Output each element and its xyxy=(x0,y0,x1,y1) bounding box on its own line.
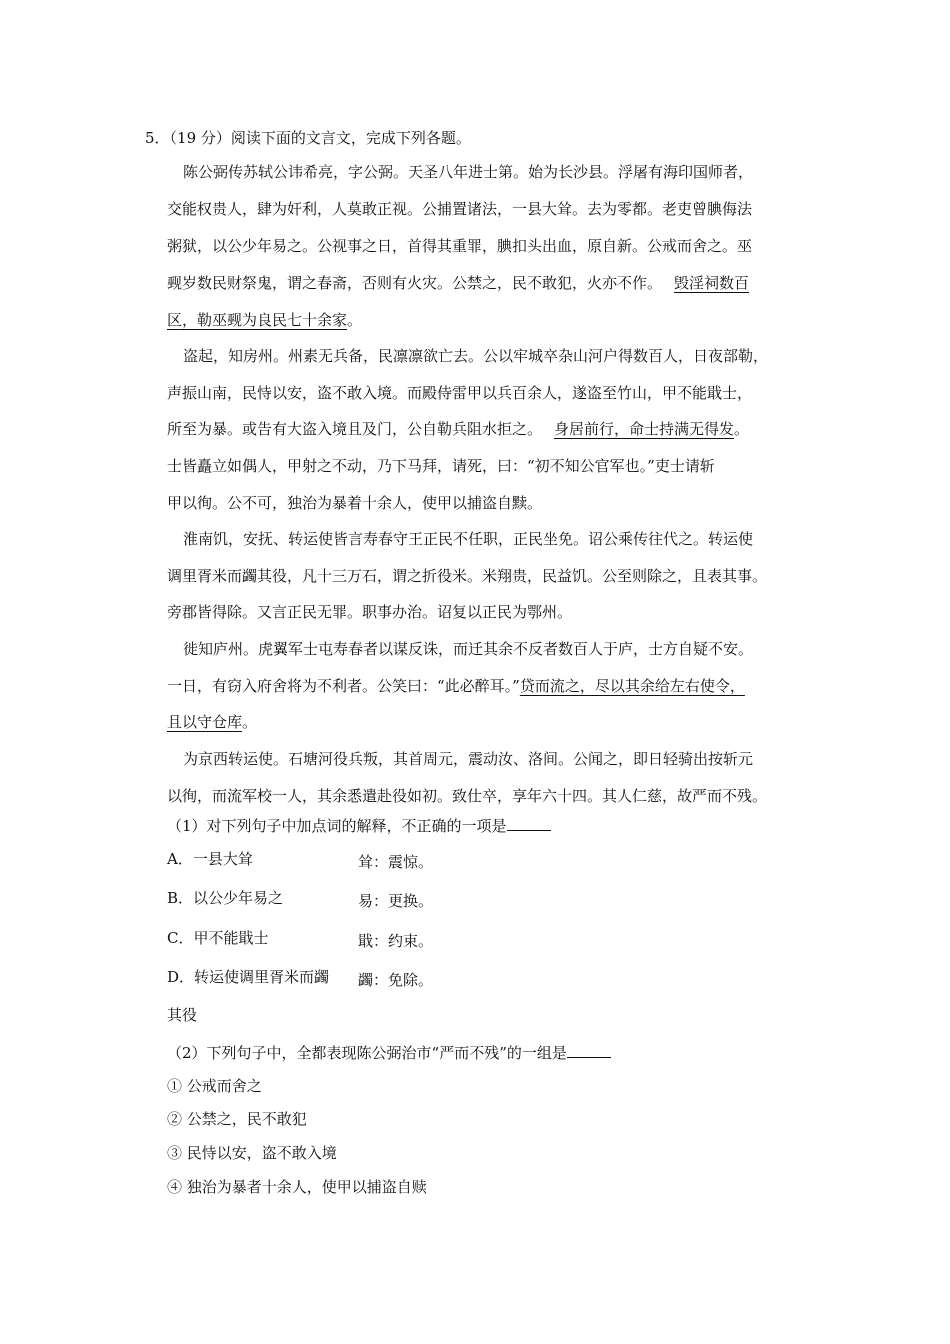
passage-p2-line-1: 盗起，知房州。州素无兵备，民凛凛欲亡去。公以牢城卒杂山河户得数百人，日夜部勒， xyxy=(183,347,769,365)
passage-p1-line-4 xyxy=(167,273,749,293)
passage-p2-line-3: 所至为暴。或告有大盗入境且及门，公自勒兵阻水拒之。 身居前行，命士持满无得发。 xyxy=(167,420,750,438)
list-item: ④ 独治为暴者十余人，使甲以捕盗自赎 xyxy=(167,1178,427,1196)
answer-blank-1[interactable] xyxy=(507,816,551,831)
list-item: ② 公禁之，民不敢犯 xyxy=(167,1110,307,1128)
option-d-label[interactable]: D．转运使调里胥米而蠲 xyxy=(167,968,330,986)
passage-p5-line-1: 为京西转运使。石塘河役兵叛，其首周元，震动汝、洛间。公闻之，即日轻骑出按斩元 xyxy=(183,750,754,768)
underlined-sentence-2: 身居前行，命士持满无得发 xyxy=(554,420,735,438)
underlined-sentence-3a: 贷而流之，尽以其余给左右使令， xyxy=(519,677,745,695)
question-header: 5．（19 分）阅读下面的文言文，完成下列各题。 xyxy=(145,129,471,147)
option-a-label[interactable]: A．一县大耸 xyxy=(167,850,253,868)
sub-question-2-stem: （2）下列句子中，全都表现陈公弼治市“严而不残”的一组是 xyxy=(167,1043,611,1063)
underlined-sentence-1b: 区，勒巫觋为良民七十余家 xyxy=(167,311,348,329)
list-item: ① 公戒而舍之 xyxy=(167,1077,262,1095)
option-d-gloss: 蠲：免除。 xyxy=(358,971,434,989)
passage-p4-line-2: 一日，有窃入府舍将为不利者。公笑曰：“此必醉耳。”贷而流之，尽以其余给左右使令， xyxy=(167,677,745,695)
passage-p1-line-5: 区，勒巫觋为良民七十余家。 xyxy=(167,311,363,329)
passage-p1-line-1: 陈公弼传苏轼公讳希亮，字公弼。天圣八年进士第。始为长沙县。浮屠有海印国师者， xyxy=(183,163,754,181)
passage-p3-line-1: 淮南饥，安抚、转运使皆言寿春守王正民不任职，正民坐免。诏公乘传往代之。转运使 xyxy=(183,530,754,548)
option-b-label[interactable]: B．以公少年易之 xyxy=(167,889,284,907)
option-c-gloss: 戢：约束。 xyxy=(358,932,434,950)
passage-p2-line-5: 甲以徇。公不可，独治为暴着十余人，使甲以捕盗自黩。 xyxy=(167,494,543,512)
underlined-sentence-1a: 毁淫祠数百 xyxy=(674,274,750,292)
passage-p1-line-2: 交能权贵人，肆为奸利，人莫敢正视。公捕置诸法，一县大耸。去为零都。老吏曾腆侮法 xyxy=(167,200,753,218)
underlined-sentence-3b: 且以守仓库 xyxy=(167,713,243,731)
answer-blank-2[interactable] xyxy=(567,1043,611,1058)
sub-question-1-stem: （1）对下列句子中加点词的解释，不正确的一项是 xyxy=(167,816,551,836)
list-item: ③ 民恃以安，盗不敢入境 xyxy=(167,1144,337,1162)
passage-p3-line-3: 旁郡皆得除。又言正民无罪。职事办治。诏复以正民为鄂州。 xyxy=(167,603,573,621)
option-c-label[interactable]: C．甲不能戢士 xyxy=(167,929,269,947)
passage-p4-line-1: 徙知庐州。虎翼军士屯寿春者以谋反诛，而迁其余不反者数百人于庐，士方自疑不安。 xyxy=(183,640,754,658)
passage-p1-line-3: 粥狱，以公少年易之。公视事之日，首得其重罪，腆扣头出血，原自新。公戒而舍之。巫 xyxy=(167,237,753,255)
passage-p1-text: 觋岁数民财祭鬼，谓之春斋，否则有火灾。公禁之，民不敢犯，火亦不作。 xyxy=(167,274,663,292)
option-a-gloss: 耸：震惊。 xyxy=(358,853,434,871)
option-d-wrap: 其役 xyxy=(167,1006,198,1024)
passage-p3-line-2: 调里胥米而蠲其役，凡十三万石，谓之折役米。米翔贵，民益饥。公至则除之，且表其事。 xyxy=(167,567,768,585)
passage-p2-line-2: 声振山南，民恃以安，盗不敢入境。而殿侍雷甲以兵百余人，遂盗至竹山，甲不能戢士， xyxy=(167,384,753,402)
passage-p4-line-3: 且以守仓库。 xyxy=(167,713,258,731)
passage-p5-line-2: 以徇，而流军校一人，其余悉遣赴役如初。致仕卒，享年六十四。其人仁慈，故严而不残。 xyxy=(167,787,768,805)
option-b-gloss: 易：更换。 xyxy=(358,892,434,910)
passage-p2-line-4: 士皆矗立如偶人，甲射之不动，乃下马拜，请死，曰：“初不知公官军也。”吏士请斩 xyxy=(167,457,715,475)
